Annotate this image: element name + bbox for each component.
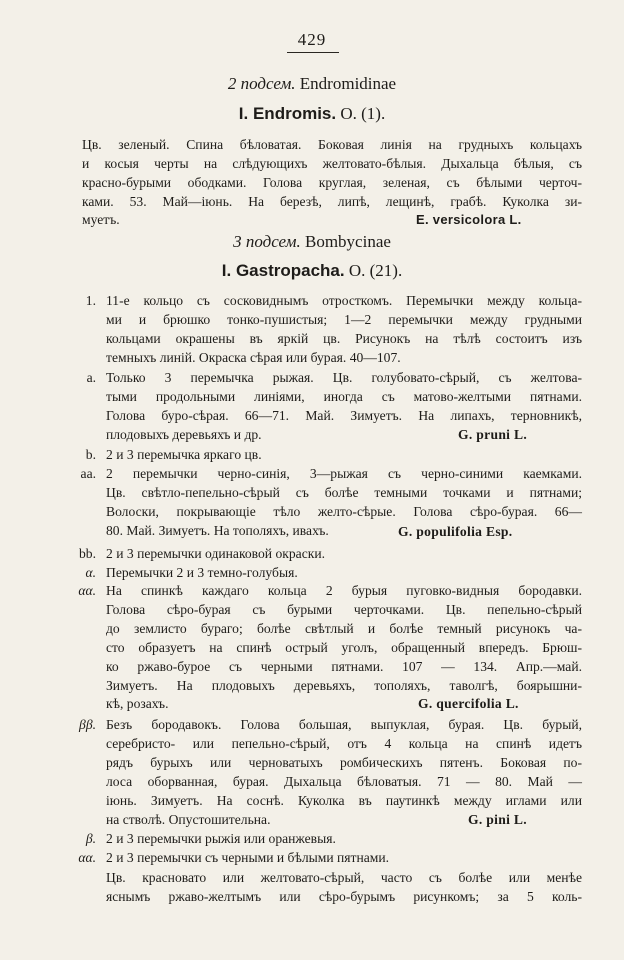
key-marker: a. — [86, 370, 96, 385]
subfamily-label: 2 подсем. — [227, 74, 296, 93]
text-line: 2 и 3 перемычки одинаковой окраски. — [106, 546, 326, 561]
key-marker: aa. — [80, 466, 96, 481]
text-line: кольцами окрашены въ яркій цв. Рисунокъ на тѣлѣ состоитъ изъ — [106, 331, 582, 346]
text-line: кѣ, розахъ. — [106, 696, 169, 711]
text-line: Цв. зеленый. Спина бѣловатая. Боковая линія на грудныхъ кольцахъ — [82, 137, 582, 152]
text-line: красно-бурыми ободками. Голова круглая, зеленая, съ бѣлыми черточ- — [82, 175, 582, 190]
subfamily-label: 3 подсем. — [233, 232, 301, 251]
text-line: ми и брюшко тонко-пушистыя; 1—2 перемычки между грудными — [106, 312, 582, 327]
page-number: 429 — [297, 30, 327, 49]
text-line: серебристо- или пепельно-сѣрый, отъ 4 кольца на спинѣ идетъ — [106, 736, 582, 751]
text-line: Безъ бородавокъ. Голова большая, выпуклая, бурая. Цв. бурый, — [106, 717, 582, 732]
text-line: муетъ. — [82, 212, 120, 227]
text-line: Голова сѣро-бурая съ бурыми черточками. Цв. пепельно-сѣрый — [106, 602, 582, 617]
text-line: 11-е кольцо съ сосковиднымъ отросткомъ. Перемычки между кольца- — [106, 293, 582, 308]
text-line: и косыя черты на слѣдующихъ желтовато-бѣлыя. Дыхальца бѣлыя, съ — [82, 156, 582, 171]
text-line: іюнь. Зимуетъ. На соснѣ. Куколка въ паутинкѣ между иглами или — [106, 793, 582, 808]
text-line: На спинкѣ каждаго кольца 2 бурыя пуговко-видныя бородавки. — [106, 583, 582, 598]
genus-heading-gastropacha — [0, 261, 624, 281]
species-name: G. pruni L. — [458, 427, 528, 442]
key-marker: αα. — [78, 850, 96, 865]
text-line: 2 перемычки черно-синія, 3—рыжая съ черно-синими каемками. — [106, 466, 582, 481]
text-line: на стволѣ. Опустошительна. — [106, 812, 271, 827]
species-name: G. populifolia Esp. — [398, 524, 513, 539]
text-line: ко ржаво-бурое съ черными пятнами. 107 — 134. Апр.—май. — [106, 659, 582, 674]
text-line: ками. 53. Май—іюнь. На березѣ, липѣ, лещинѣ, грабѣ. Куколка зи- — [82, 194, 582, 209]
text-line: Только 3 перемычка рыжая. Цв. голубовато-сѣрый, съ желтова- — [106, 370, 582, 385]
text-line: рядъ бурыхъ или черноватыхъ ромбическихъ пятенъ. Боковая по- — [106, 755, 582, 770]
species-name: E. versicolora L. — [416, 212, 522, 227]
text-line: 2 и 3 перемычки съ черными и бѣлыми пятнами. — [106, 850, 390, 865]
key-marker: 1. — [85, 293, 96, 308]
key-marker: bb. — [79, 546, 96, 561]
genus-count: O. (21). — [348, 261, 403, 280]
text-line: лоса оборванная, бурая. Дыхальца бѣловатыя. 71 — 80. Май — — [106, 774, 582, 789]
text-line: Цв. свѣтло-пепельно-сѣрый съ болѣе темными точками и пятнами; — [106, 485, 582, 500]
text-line: до землисто бураго; болѣе свѣтлый и болѣе темный рисунокъ ча- — [106, 621, 582, 636]
text-line: плодовыхъ деревьяхъ и др. — [106, 427, 262, 442]
text-line: 80. Май. Зимуетъ. На тополяхъ, ивахъ. — [106, 523, 329, 538]
text-line: Зимуетъ. На плодовыхъ деревьяхъ, тополяхъ, таволгѣ, боярышни- — [106, 678, 582, 693]
text-line: Цв. красновато или желтовато-сѣрый, часто съ болѣе или менѣе — [106, 870, 582, 885]
text-line: 2 и 3 перемычка яркаго цв. — [106, 447, 262, 462]
key-marker: α. — [85, 565, 96, 580]
genus-count: O. (1). — [340, 104, 386, 123]
key-marker: β. — [85, 831, 96, 846]
text-line: Волоски, покрывающіе тѣло желто-сѣрые. Голова сѣро-бурая. 66— — [106, 504, 582, 519]
text-line: Голова буро-сѣрая. 66—71. Май. Зимуетъ. На липахъ, терновникѣ, — [106, 408, 582, 423]
genus-name: I. Gastropacha. — [221, 261, 345, 280]
text-line: яснымъ ржаво-желтымъ или сѣро-бурымъ рисункомъ; за 5 коль- — [106, 889, 582, 904]
page-number-rule — [287, 52, 339, 53]
text-line: сто образуетъ на спинѣ острый уголъ, обращенный впередъ. Брюш- — [106, 640, 582, 655]
text-line: 2 и 3 перемычки рыжія или оранжевыя. — [106, 831, 336, 846]
text-line: темныхъ линій. Окраска сѣрая или бурая. 40—107. — [106, 350, 401, 365]
species-name: G. quercifolia L. — [418, 696, 519, 711]
genus-name: I. Endromis. — [238, 104, 337, 123]
species-name: G. pini L. — [468, 812, 527, 827]
text-line: тыми продольными линіями, иногда съ матово-желтыми пятнами. — [106, 389, 582, 404]
subfamily-heading-bombycinae — [0, 232, 624, 252]
subfamily-name: Endromidinae — [299, 74, 397, 93]
subfamily-name: Bombycinae — [305, 232, 391, 251]
key-marker: αα. — [78, 583, 96, 598]
subfamily-heading-endromidinae — [0, 74, 624, 94]
genus-heading-endromis — [0, 104, 624, 124]
text-line: Перемычки 2 и 3 темно-голубыя. — [106, 565, 298, 580]
key-marker: b. — [85, 447, 96, 462]
key-marker: ββ. — [79, 717, 96, 732]
